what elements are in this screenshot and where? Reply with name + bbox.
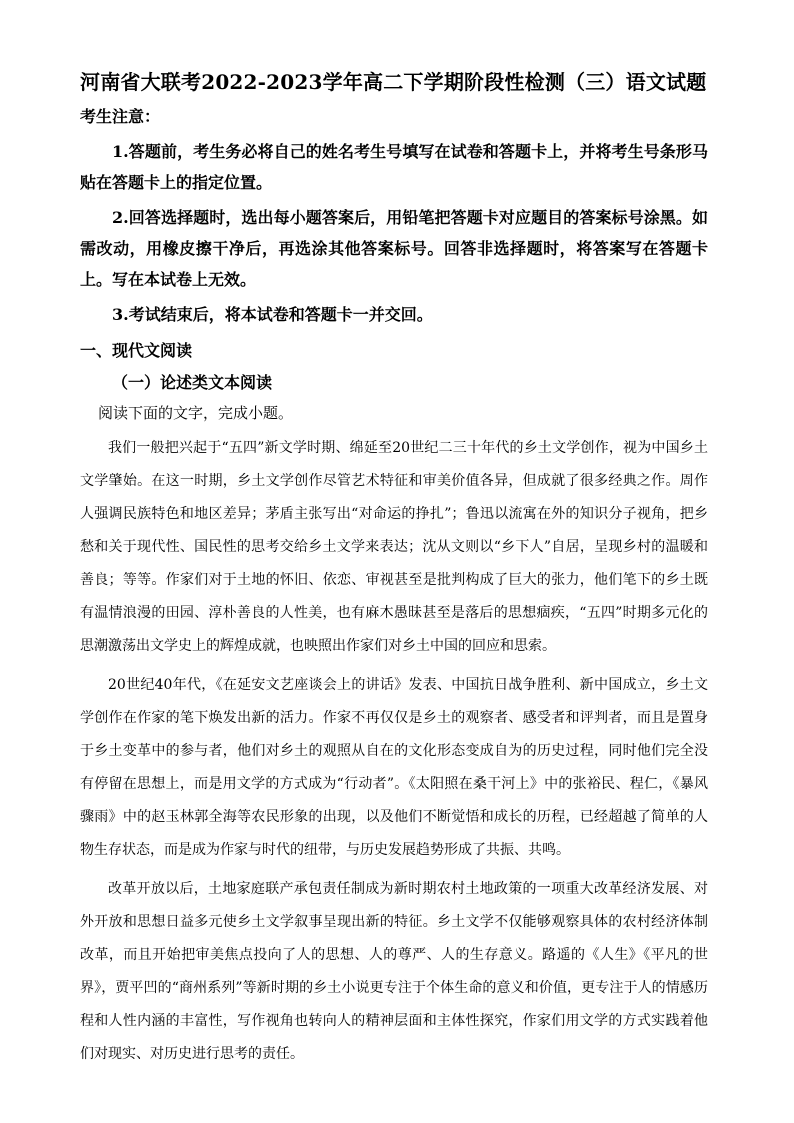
notice-item-2: 2.回答选择题时，选出每小题答案后，用铅笔把答题卡对应题目的答案标号涂黑。如需改动，用橡皮擦干净后，再选涂其他答案标号。回答非选择题时，将答案写在答题卡上。写在本试卷上无效。 [80,208,708,289]
notice-item-3: 3.考试结束后，将本试卷和答题卡一并交回。 [112,305,433,324]
section-heading: 一、现代文阅读 [80,341,193,360]
document-title: 河南省大联考2022-2023学年高二下学期阶段性检测（三）语文试题 [80,70,707,94]
reading-section [80,336,708,1071]
reading-paragraph-3: 改革开放以后，土地家庭联产承包责任制成为新时期农村土地政策的一项重大改革经济发展、对外开放和思想日益多元使乡土文学叙事呈现出新的特征。乡土文学不仅能够观察具体的农村经济体制改革，而且开始把审美焦点投向了人的思想、人的尊严、人的生存意义。路遥的《人生》《平凡的世界》，贾平凹的“商州系列”等新时期的乡土小说更专注于个体生命的意义和价值，更专注于人的情感历程和人性内涵的丰富性，写作视角也转向人的精神层面和主体性探究，作家们用文学的方式实践着他们对现实、对历史进行思考的责任。 [80,881,708,1062]
notice-item-1: 1.答题前，考生务必将自己的姓名考生号填写在试卷和答题卡上，并将考生号条形马贴在答题卡上的指定位置。 [80,142,708,192]
notice-block [80,104,708,330]
reading-instruction: 阅读下面的文字，完成小题。 [98,404,294,422]
reading-paragraph-1: 我们一般把兴起于“五四”新文学时期、绵延至20世纪二三十年代的乡土文学创作，视为中国乡土文学肇始。在这一时期，乡土文学创作尽管艺术特征和审美价值各异，但成就了很多经典之作。周作人强调民族特色和地区差异；茅盾主张写出“对命运的挣扎”；鲁迅以流寓在外的知识分子视角，把乡愁和关于现代性、国民性的思考交给乡土文学来表达；沈从文则以“乡下人”自居，呈现乡村的温暖和善良；等等。作家们对于土地的怀旧、依恋、审视甚至是批判构成了巨大的张力，他们笔下的乡土既有温情浪漫的田园、淳朴善良的人性美，也有麻木愚昧甚至是落后的思想痼疾，“五四”时期多元化的思潮激荡出文学史上的辉煌成就，也映照出作家们对乡土中国的回应和思索。 [80,440,708,654]
subsection-heading: （一）论述类文本阅读 [112,373,273,392]
reading-paragraph-2: 20世纪40年代，《在延安文艺座谈会上的讲话》发表、中国抗日战争胜利、新中国成立，乡土文学创作在作家的笔下焕发出新的活力。作家不再仅仅是乡土的观察者、感受者和评判者，而且是置身于乡土变革中的参与者，他们对乡土的观照从自在的文化形态变成自为的历史过程，同时他们完全没有停留在思想上，而是用文学的方式成为“行动者”。《太阳照在桑干河上》中的张裕民、程仁，《暴风骤雨》中的赵玉林郭全海等农民形象的出现，以及他们不断觉悟和成长的历程，已经超越了简单的人物生存状态，而是成为作家与时代的纽带，与历史发展趋势形成了共振、共鸣。 [80,677,708,858]
notice-heading: 考生注意： [80,107,161,126]
